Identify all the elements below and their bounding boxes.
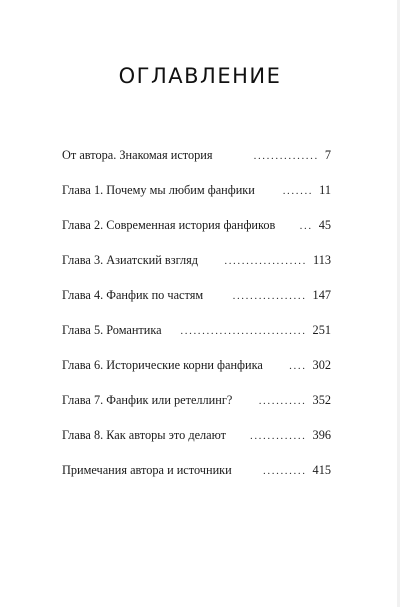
toc-page-number: 45 (318, 218, 331, 232)
toc-entry-title: Глава 7. Фанфик или ретеллинг? (62, 393, 233, 407)
toc-page-number: 302 (312, 358, 331, 372)
toc-page-number: 11 (319, 183, 331, 197)
toc-entry (62, 218, 331, 253)
toc-page-number: 113 (313, 253, 331, 267)
toc-dot-leader: .... (289, 360, 307, 372)
toc-dot-leader: ....... (282, 185, 314, 197)
toc-dot-leader: ............................. (180, 325, 307, 337)
toc-entry (62, 428, 331, 463)
toc-entry-title: От автора. Знакомая история (62, 148, 213, 162)
toc-entry-title: Глава 5. Романтика (62, 323, 162, 337)
toc-entry (62, 358, 331, 393)
toc-page-number: 7 (324, 148, 331, 162)
toc-page-number: 147 (312, 288, 331, 302)
toc-entry (62, 288, 331, 323)
toc-page-number: 396 (312, 428, 331, 442)
toc-entry-title: Глава 2. Современная история фанфиков (62, 218, 276, 232)
page-title: ОГЛАВЛЕНИЕ (118, 64, 282, 88)
toc-entry-title: Глава 6. Исторические корни фанфика (62, 358, 263, 372)
toc-entry (62, 148, 331, 183)
toc-page-number: 251 (312, 323, 331, 337)
toc-dot-leader: .......... (263, 465, 307, 477)
toc-entry-title: Глава 4. Фанфик по частям (62, 288, 204, 302)
toc-dot-leader: ................. (232, 290, 307, 302)
toc-entry (62, 393, 331, 428)
toc-entry (62, 463, 331, 498)
table-of-contents (62, 148, 331, 498)
toc-dot-leader: ........... (258, 395, 307, 407)
toc-entry-title: Глава 8. Как авторы это делают (62, 428, 227, 442)
toc-dot-leader: ... (299, 220, 313, 232)
toc-page-number: 415 (312, 463, 331, 477)
toc-dot-leader: ............. (249, 430, 307, 442)
toc-entry-title: Глава 1. Почему мы любим фанфики (62, 183, 255, 197)
toc-entry-title: Примечания автора и источники (62, 463, 232, 477)
toc-entry (62, 253, 331, 288)
toc-entry-title: Глава 3. Азиатский взгляд (62, 253, 199, 267)
toc-entry (62, 323, 331, 358)
toc-dot-leader: ................... (224, 255, 307, 267)
toc-dot-leader: ............... (253, 150, 319, 162)
toc-page-number: 352 (312, 393, 331, 407)
toc-entry (62, 183, 331, 218)
